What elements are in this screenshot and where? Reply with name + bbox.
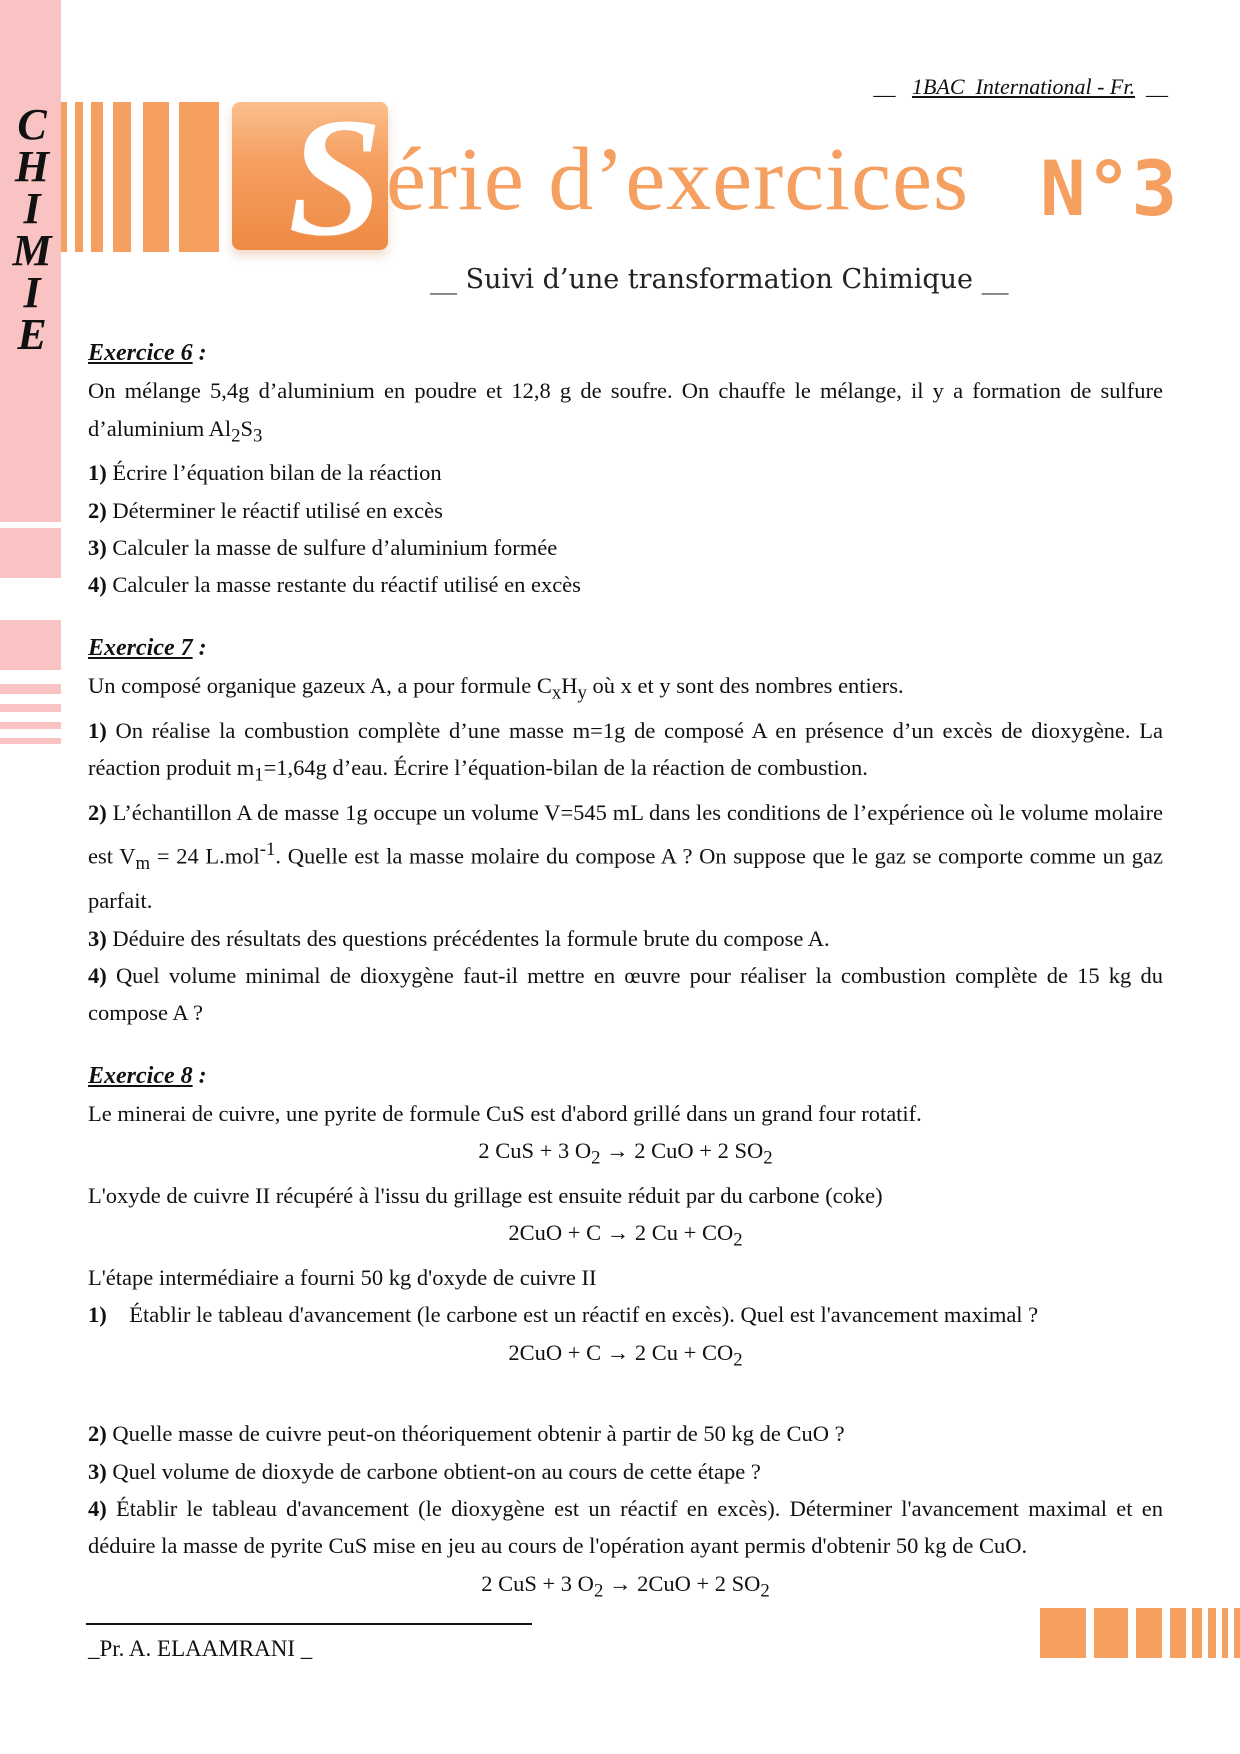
- question: [88, 454, 1163, 491]
- footer-author: _Pr. A. ELAAMRANI _: [88, 1636, 313, 1661]
- sidebar-letter: H: [14, 142, 50, 191]
- exercise-title-text: Exercice 8: [88, 1062, 193, 1089]
- sidebar-letter: I: [23, 268, 41, 317]
- question: [88, 1415, 1163, 1452]
- sidebar-letter: E: [17, 310, 47, 359]
- question: [88, 492, 1163, 529]
- spacer: [88, 604, 1163, 630]
- question-text: Déduire des résultats des questions précédentes la formule brute du compose A.: [112, 925, 830, 951]
- sidebar-stripe: [0, 684, 61, 694]
- series-number: N°3: [1040, 144, 1178, 233]
- exercise-8-title: [88, 1058, 1163, 1095]
- question-text: Quelle masse de cuivre peut-on théoriquement obtenir à partir de 50 kg de CuO ?: [112, 1421, 845, 1447]
- sidebar-letter: I: [23, 184, 41, 233]
- spacer: [88, 1378, 1163, 1415]
- question-text: Établir le tableau d'avancement (le carbone est un réactif en excès). Quel est l'avancement maximal ?: [129, 1302, 1039, 1328]
- equation-part: → 2 CuO + 2 SO: [600, 1138, 764, 1164]
- subscript: 2: [763, 1147, 773, 1169]
- statement: L'étape intermédiaire a fourni 50 kg d'oxyde de cuivre II: [88, 1265, 597, 1291]
- equation-part: 2 CuS + 3 O: [481, 1570, 594, 1596]
- title-initial: S: [288, 83, 383, 271]
- footer-block: [1094, 1608, 1128, 1658]
- subscript: 1: [254, 764, 264, 786]
- question-text: Déterminer le réactif utilisé en excès: [112, 497, 443, 523]
- subscript: 2: [591, 1147, 601, 1169]
- equation-part: → 2CuO + 2 SO: [603, 1570, 761, 1596]
- sidebar-stripe: [0, 722, 61, 729]
- formula-part: H: [561, 672, 578, 698]
- question-text: On réalise la combustion complète d’une masse m=1g de composé A en présence d’un excès de dioxygène. La réaction produit m: [88, 717, 1164, 780]
- subscript: 2: [733, 1349, 743, 1371]
- level-reference: __ 1BAC International - Fr. __: [873, 74, 1168, 99]
- exercise-title-text: Exercice 7: [88, 634, 193, 661]
- page-subtitle: __ Suivi d’une transformation Chimique __: [430, 264, 1009, 295]
- statement: L'oxyde de cuivre II récupéré à l'issu du grillage est ensuite réduit par du carbone (coke): [88, 1182, 883, 1208]
- level-reference-text: 1BAC International - Fr.: [911, 74, 1135, 99]
- colon: :: [192, 634, 207, 661]
- question-number: 1): [88, 460, 107, 486]
- subscript: 2: [593, 1580, 604, 1602]
- intro-text: On mélange 5,4g d’aluminium en poudre et 12,8 g de soufre. On chauffe le mélange, il y a formation de sulfure d’aluminium Al: [88, 378, 1163, 441]
- subscript: y: [577, 682, 587, 704]
- exercise-6-intro: [88, 372, 1163, 454]
- equation: [88, 1565, 1163, 1610]
- exercise-8-intro: Le minerai de cuivre, une pyrite de formule CuS est d'abord grillé dans un grand four rotatif.: [88, 1100, 922, 1126]
- question-number: 1): [88, 1302, 107, 1328]
- question-number: 2): [88, 1421, 107, 1447]
- question: [88, 1453, 1163, 1490]
- footer-block: [1170, 1608, 1186, 1658]
- superscript: -1: [259, 839, 276, 861]
- question-text: Quel volume de dioxyde de carbone obtient-on au cours de cette étape ?: [112, 1458, 761, 1484]
- subscript: 2: [231, 425, 241, 447]
- question-number: 3): [88, 1458, 107, 1484]
- question-text: . Quelle est la masse molaire du compose A ? On suppose que le gaz se comporte comme un gaz parfait.: [88, 843, 1164, 914]
- subscript: m: [135, 853, 151, 875]
- equation: [88, 1334, 1163, 1379]
- exercise-7-title: [88, 630, 1163, 667]
- sidebar-block: [0, 528, 61, 578]
- deco-bar: [75, 102, 83, 252]
- intro-text: Un composé organique gazeux A, a pour formule C: [88, 672, 552, 698]
- question: [88, 1296, 1163, 1333]
- question-number: 4): [88, 1496, 107, 1522]
- question-number: 2): [88, 497, 107, 523]
- sidebar-block: [0, 620, 61, 670]
- question: [88, 529, 1163, 566]
- deco-bar: [91, 102, 103, 252]
- subscript: 2: [733, 1229, 743, 1251]
- sidebar-subject: [10, 100, 54, 359]
- equation-part: 2CuO + C → 2 Cu + CO: [508, 1220, 734, 1246]
- exercise-content: [88, 335, 1163, 1609]
- question-text: Quel volume minimal de dioxygène faut-il mettre en œuvre pour réaliser la combustion complète de 15 kg du compose A ?: [88, 962, 1163, 1026]
- spacer: [88, 1032, 1163, 1058]
- equation-part: 2CuO + C → 2 Cu + CO: [508, 1339, 734, 1365]
- question: [88, 794, 1163, 920]
- footer-block: [1234, 1608, 1240, 1658]
- question-text: Calculer la masse restante du réactif utilisé en excès: [112, 572, 581, 598]
- exercise-6-title: [88, 335, 1163, 372]
- question: [88, 920, 1163, 957]
- footer-block: [1208, 1608, 1216, 1658]
- subscript: 2: [760, 1580, 770, 1602]
- footer-block: [1136, 1608, 1162, 1658]
- sidebar-letter: M: [12, 226, 52, 275]
- footer-rule: [86, 1623, 532, 1625]
- question-number: 4): [88, 962, 107, 988]
- colon: :: [192, 340, 207, 366]
- question-text: Établir le tableau d'avancement (le dioxygène est un réactif en excès). Déterminer l'avancement maximal et en déduire la masse de pyrite CuS mise en jeu au cours de l'opération ayant permis d'obtenir 50 kg de CuO.: [88, 1496, 1163, 1559]
- deco-bar: [179, 102, 219, 252]
- deco-bar: [61, 102, 67, 252]
- question-text: L’échantillon A de masse 1g occupe un volume V=545 mL dans les conditions de l’expérience où le volume molaire est V: [88, 799, 1163, 869]
- question-number: 4): [88, 572, 107, 598]
- question-text: =1,64g d’eau. Écrire l’équation-bilan de la réaction de combustion.: [263, 754, 868, 780]
- equation: [88, 1132, 1163, 1177]
- question-number: 3): [88, 534, 107, 560]
- question: [88, 566, 1163, 603]
- page-title: érie d’exercices: [386, 130, 970, 229]
- question-text: Calculer la masse de sulfure d’aluminium formée: [112, 534, 558, 560]
- question: [88, 957, 1163, 1032]
- sidebar-stripe: [0, 738, 61, 744]
- question-text: = 24 L.mol: [150, 843, 260, 869]
- deco-bar: [143, 102, 169, 252]
- formula-part: S: [240, 415, 254, 441]
- exercise-7-intro: [88, 667, 1163, 712]
- question-number: 2): [88, 799, 107, 825]
- deco-bar: [113, 102, 131, 252]
- question-number: 3): [88, 925, 107, 951]
- question-text: Écrire l’équation bilan de la réaction: [112, 460, 442, 486]
- exercise-title-text: Exercice 6: [88, 340, 193, 366]
- question: [88, 712, 1163, 794]
- subscript: x: [551, 682, 562, 704]
- page-subtitle-text: Suivi d’une transformation Chimique: [465, 264, 974, 295]
- sidebar-letter: C: [17, 100, 47, 149]
- question: [88, 1490, 1163, 1565]
- footer-block: [1222, 1608, 1228, 1658]
- footer-block: [1040, 1608, 1086, 1658]
- question-number: 1): [88, 717, 107, 743]
- footer-block: [1192, 1608, 1202, 1658]
- sidebar-stripe: [0, 704, 61, 712]
- colon: :: [192, 1062, 207, 1089]
- equation-part: 2 CuS + 3 O: [478, 1138, 592, 1164]
- equation: [88, 1214, 1163, 1259]
- subscript: 3: [253, 425, 263, 447]
- intro-text: où x et y sont des nombres entiers.: [586, 672, 904, 698]
